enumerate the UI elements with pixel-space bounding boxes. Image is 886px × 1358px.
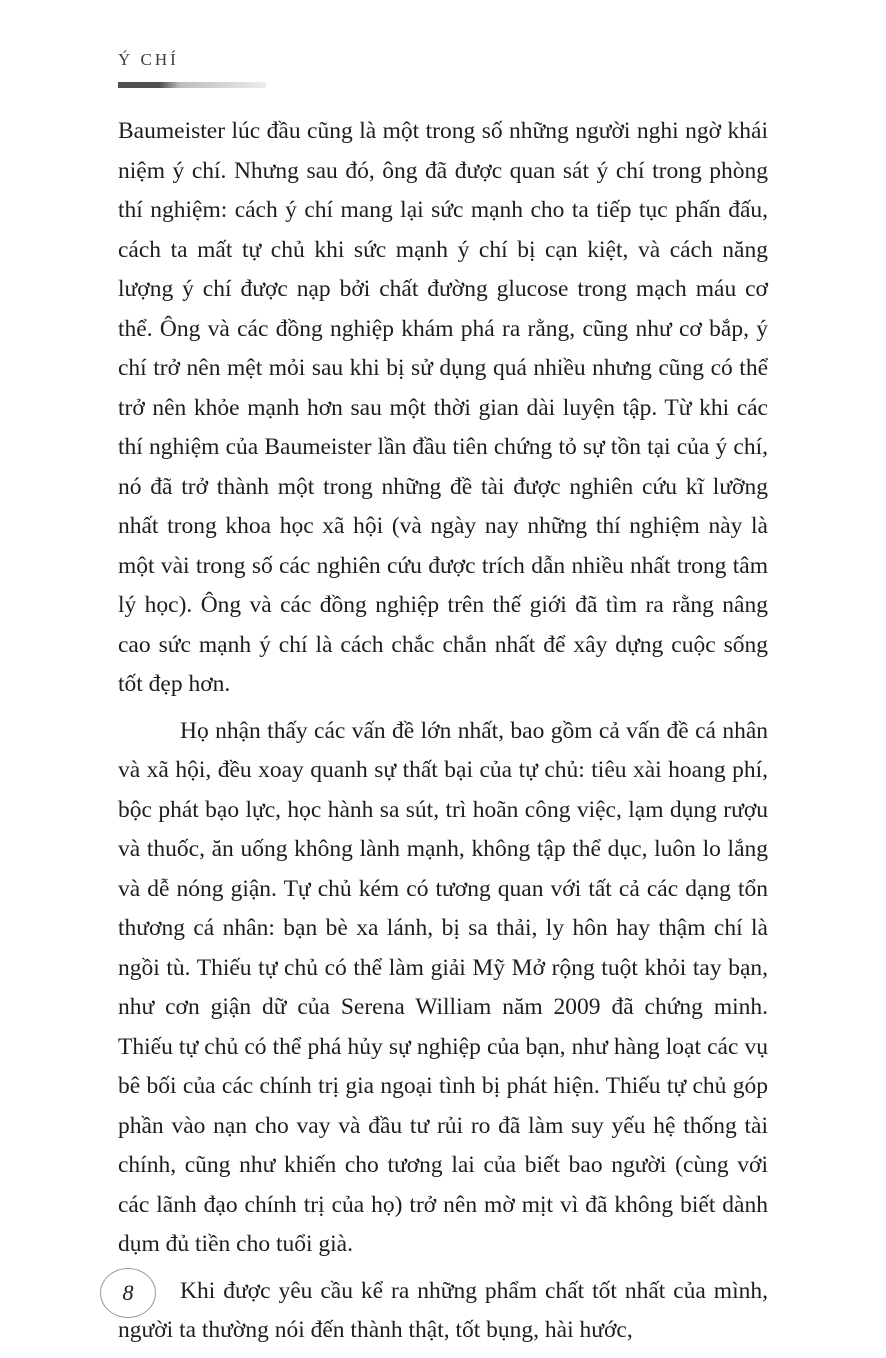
page-number: 8 xyxy=(122,1280,134,1305)
page-number-ornament xyxy=(100,1268,156,1318)
paragraph: Khi được yêu cầu kể ra những phẩm chất tốt nhất của mình, người ta thường nói đến thành thật, tốt bụng, hài hước, xyxy=(118,1277,768,1343)
page-body xyxy=(118,112,768,1351)
header-rule-divider xyxy=(118,82,266,88)
paragraph: Baumeister lúc đầu cũng là một trong số những người nghi ngờ khái niệm ý chí. Nhưng sau đó, ông đã được quan sát ý chí trong phòng thí nghiệm: cách ý chí mang lại sức mạnh cho ta tiếp tục phấn đấu, cách ta mất tự chủ khi sức mạnh ý chí bị cạn kiệt, và cách năng lượng ý chí được nạp bởi chất đường glucose trong mạch máu cơ thể. Ông và các đồng nghiệp khám phá ra rằng, cũng như cơ bắp, ý chí trở nên mệt mỏi sau khi bị sử dụng quá nhiều nhưng cũng có thể trở nên khỏe mạnh hơn sau một thời gian dài luyện tập. Từ khi các thí nghiệm của Baumeister lần đầu tiên chứng tỏ sự tồn tại của ý chí, nó đã trở thành một trong những đề tài được nghiên cứu kĩ lưỡng nhất trong khoa học xã hội (và ngày nay những thí nghiệm này là một vài trong số các nghiên cứu được trích dẫn nhiều nhất trong tâm lý học). Ông và các đồng nghiệp trên thế giới đã tìm ra rằng nâng cao sức mạnh ý chí là cách chắc chắn nhất để xây dựng cuộc sống tốt đẹp hơn. xyxy=(118,118,768,697)
running-header-title: Ý CHÍ xyxy=(118,50,179,69)
page-header xyxy=(118,50,768,88)
paragraph: Họ nhận thấy các vấn đề lớn nhất, bao gồm cả vấn đề cá nhân và xã hội, đều xoay quanh sự thất bại của tự chủ: tiêu xài hoang phí, bộc phát bạo lực, học hành sa sút, trì hoãn công việc, lạm dụng rượu và thuốc, ăn uống không lành mạnh, không tập thể dục, luôn lo lắng và dễ nóng giận. Tự chủ kém có tương quan với tất cả các dạng tổn thương cá nhân: bạn bè xa lánh, bị sa thải, ly hôn hay thậm chí là ngồi tù. Thiếu tự chủ có thể làm giải Mỹ Mở rộng tuột khỏi tay bạn, như cơn giận dữ của Serena William năm 2009 đã chứng minh. Thiếu tự chủ có thể phá hủy sự nghiệp của bạn, như hàng loạt các vụ bê bối của các chính trị gia ngoại tình bị phát hiện. Thiếu tự chủ góp phần vào nạn cho vay và đầu tư rủi ro đã làm suy yếu hệ thống tài chính, cũng như khiến cho tương lai của biết bao người (cùng với các lãnh đạo chính trị của họ) trở nên mờ mịt vì đã không biết dành dụm đủ tiền cho tuổi già. xyxy=(118,717,768,1257)
